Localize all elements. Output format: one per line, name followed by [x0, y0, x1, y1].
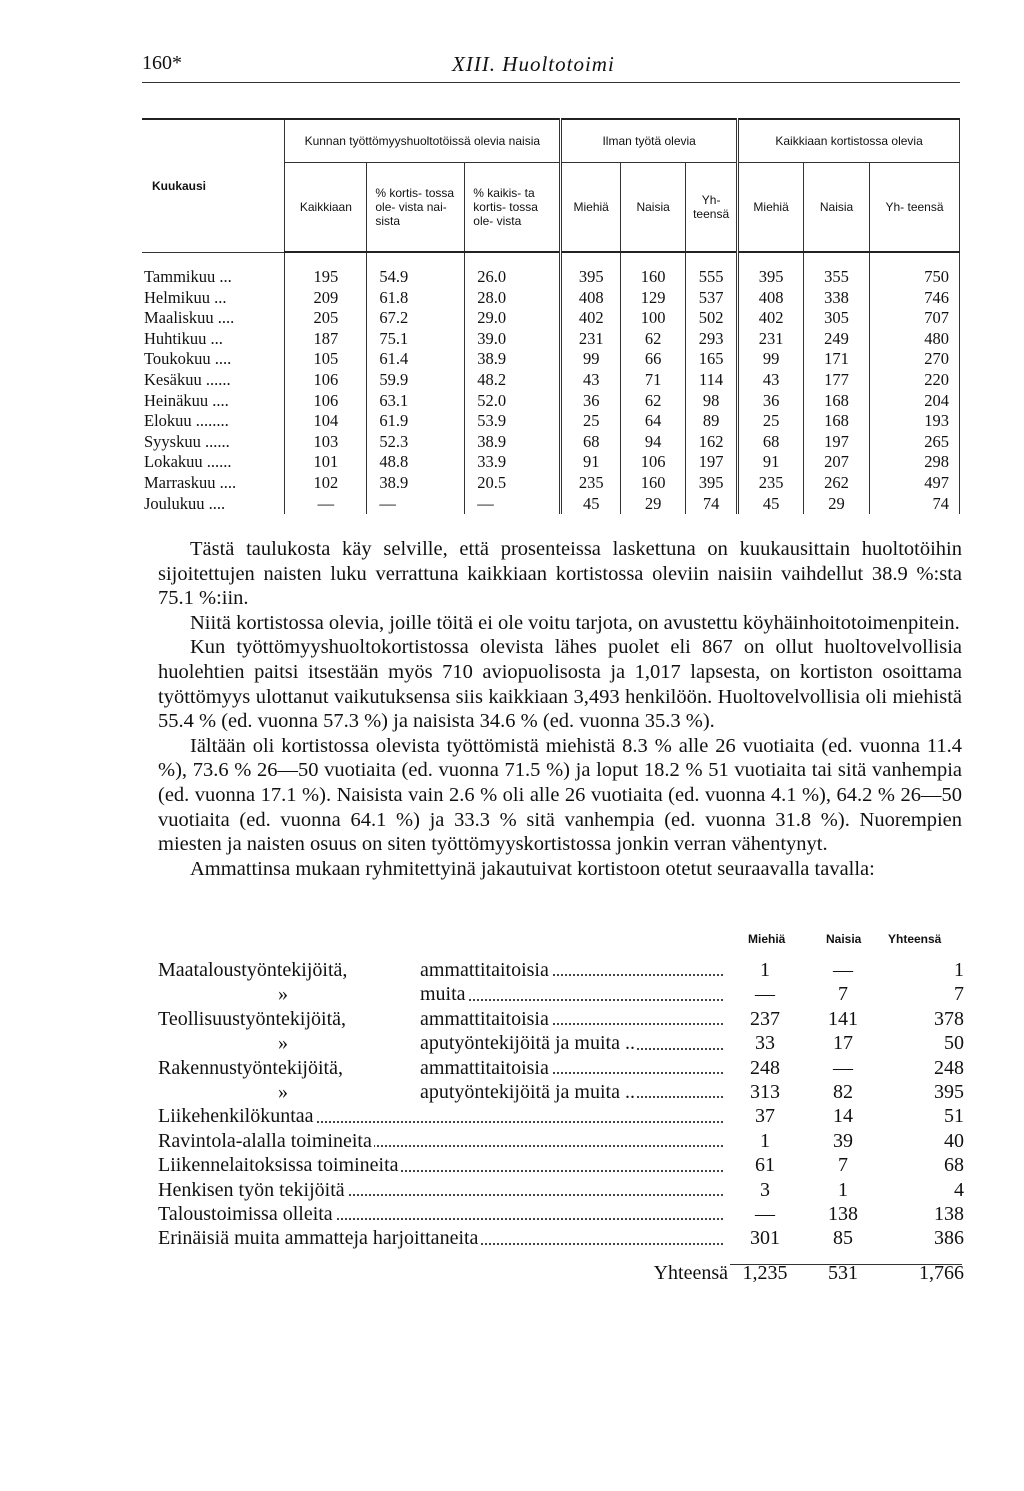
- value-cell: 313: [750, 1080, 780, 1103]
- value-cell: 38.9: [367, 473, 465, 494]
- value-cell: —: [755, 1202, 775, 1225]
- value-cell: 63.1: [367, 391, 465, 412]
- value-cell: 177: [804, 370, 870, 391]
- value-cell: 36: [738, 391, 804, 412]
- sub-header-men: Miehiä: [738, 163, 804, 253]
- occupation-label: [158, 1031, 723, 1055]
- value-cell: 129: [621, 288, 686, 309]
- value-cell: 395: [738, 252, 804, 288]
- value-cell: 25: [561, 411, 621, 432]
- value-cell: 33: [755, 1032, 775, 1055]
- table-row: [142, 288, 960, 309]
- paragraph: Iältään oli kortistossa olevista työttömistä miehistä 8.3 % alle 26 vuotiaita (ed. vuonna 11.4 %), 73.6 % 26—50 vuotiaita (ed. vuonna 71.5 %) ja loput 18.2 % 51 vuotiaita tai sitä vanhempia (ed. vuonna 17.1 %). Naisista vain 2.6 % oli alle 26 vuotiaita (ed. vuonna 4.1 %), 64.2 % 26—50 vuotiaita (ed. vuonna 64.1 %) ja 33.3 % sitä vanhempia (ed. vuonna 31.8 %). Nuorempien miesten ja naisten osuus on siten työttömyyskortistossa jonkin verran vähentynyt.: [158, 734, 962, 856]
- value-cell: 71: [621, 370, 686, 391]
- sub-header-men: Miehiä: [561, 163, 621, 253]
- sub-header-total: Kaikkiaan: [285, 163, 367, 253]
- value-cell: —: [367, 494, 465, 515]
- value-cell: 265: [870, 432, 960, 453]
- occupation-label: [158, 1056, 723, 1080]
- value-cell: 195: [285, 252, 367, 288]
- value-cell: 51: [944, 1105, 964, 1128]
- value-cell: 750: [870, 252, 960, 288]
- occupation-label-text: [158, 982, 468, 1006]
- value-cell: 17: [833, 1032, 853, 1055]
- page-number: 160*: [142, 52, 182, 74]
- value-cell: 187: [285, 329, 367, 350]
- group-header-unemployed: Ilman työtä olevia: [561, 119, 738, 163]
- value-cell: 378: [934, 1007, 964, 1030]
- month-cell: Tammikuu ...: [142, 252, 285, 288]
- value-cell: 85: [833, 1227, 853, 1250]
- value-cell: 67.2: [367, 308, 465, 329]
- value-cell: 746: [870, 288, 960, 309]
- occupation-label-text: [158, 1031, 637, 1055]
- value-cell: 48.8: [367, 452, 465, 473]
- list-item: [158, 1153, 962, 1177]
- value-cell: 25: [738, 411, 804, 432]
- value-cell: 102: [285, 473, 367, 494]
- paragraph: Kun työttömyyshuoltokortistossa olevista lähes puolet eli 867 on ollut huoltovelvollisia huolehtien paitsi itsestään myös 710 aviopuolisosta ja 1,017 lapsesta, on kortiston osoittama työttömyys ulottanut vaikutuksensa siis kaikkiaan 3,493 henkilöön. Huoltovelvollisia oli miehistä 55.4 % (ed. vuonna 57.3 %) ja naisista 34.6 % (ed. vuonna 35.3 %).: [158, 636, 962, 733]
- value-cell: 165: [686, 349, 738, 370]
- total-value: 1,766: [919, 1261, 964, 1284]
- value-cell: 33.9: [465, 452, 561, 473]
- occupation-label-text: [158, 1226, 480, 1250]
- value-cell: 40: [944, 1129, 964, 1152]
- value-cell: 75.1: [367, 329, 465, 350]
- month-cell: Syyskuu ......: [142, 432, 285, 453]
- value-cell: 68: [561, 432, 621, 453]
- value-cell: 141: [828, 1007, 858, 1030]
- occupation-group: »: [278, 1032, 288, 1055]
- month-cell: Helmikuu ...: [142, 288, 285, 309]
- value-cell: 395: [561, 252, 621, 288]
- value-cell: 74: [870, 494, 960, 515]
- occupation-label: [158, 1007, 723, 1031]
- value-cell: 402: [738, 308, 804, 329]
- value-cell: 207: [804, 452, 870, 473]
- value-cell: 160: [621, 473, 686, 494]
- value-cell: 231: [738, 329, 804, 350]
- value-cell: —: [285, 494, 367, 515]
- value-cell: 197: [686, 452, 738, 473]
- sub-header-pct-all: % kaikis- ta kortis- tossa ole- vista: [465, 163, 561, 253]
- total-value: 1,235: [742, 1261, 788, 1284]
- value-cell: 262: [804, 473, 870, 494]
- value-cell: 66: [621, 349, 686, 370]
- value-cell: 114: [686, 370, 738, 391]
- value-cell: 707: [870, 308, 960, 329]
- value-cell: 103: [285, 432, 367, 453]
- value-cell: 52.0: [465, 391, 561, 412]
- value-cell: 162: [686, 432, 738, 453]
- value-cell: 98: [686, 391, 738, 412]
- value-cell: 497: [870, 473, 960, 494]
- list-item: [158, 1129, 962, 1153]
- value-cell: 1: [838, 1178, 848, 1201]
- month-cell: Lokakuu ......: [142, 452, 285, 473]
- value-cell: 301: [750, 1227, 780, 1250]
- sub-header-pct-women: % kortis- tossa ole- vista nai- sista: [367, 163, 465, 253]
- value-cell: 59.9: [367, 370, 465, 391]
- occupation-label: [158, 1226, 723, 1250]
- total-rule: [730, 1264, 962, 1265]
- value-cell: 235: [738, 473, 804, 494]
- col-month-header: Kuukausi: [142, 119, 285, 252]
- list-item: [158, 1202, 962, 1226]
- value-cell: 537: [686, 288, 738, 309]
- occupation-label: [158, 1129, 723, 1153]
- value-cell: 29: [621, 494, 686, 515]
- list-item: [158, 1031, 962, 1055]
- occupation-table: [158, 958, 962, 1285]
- value-cell: 29: [804, 494, 870, 515]
- list-item: [158, 1007, 962, 1031]
- value-cell: 106: [621, 452, 686, 473]
- value-cell: 99: [738, 349, 804, 370]
- value-cell: 52.3: [367, 432, 465, 453]
- table-row: [142, 252, 960, 288]
- value-cell: 39.0: [465, 329, 561, 350]
- month-cell: Elokuu ........: [142, 411, 285, 432]
- list-item: [158, 982, 962, 1006]
- value-cell: 402: [561, 308, 621, 329]
- value-cell: 248: [934, 1056, 964, 1079]
- value-cell: 209: [285, 288, 367, 309]
- value-cell: 408: [561, 288, 621, 309]
- occupation-label-text: [158, 1202, 335, 1226]
- value-cell: 171: [804, 349, 870, 370]
- value-cell: 248: [750, 1056, 780, 1079]
- table-row: [142, 473, 960, 494]
- value-cell: 36: [561, 391, 621, 412]
- value-cell: 231: [561, 329, 621, 350]
- occupation-sub: aputyöntekijöitä ja muita ..: [420, 1080, 635, 1103]
- month-cell: Marraskuu ....: [142, 473, 285, 494]
- value-cell: 7: [954, 983, 964, 1006]
- value-cell: 298: [870, 452, 960, 473]
- table-row: [142, 329, 960, 350]
- body-text: [158, 537, 962, 881]
- value-cell: 270: [870, 349, 960, 370]
- value-cell: 3: [760, 1178, 770, 1201]
- occ-col-total-header: Yhteensä: [888, 932, 942, 946]
- value-cell: 39: [833, 1129, 853, 1152]
- value-cell: —: [465, 494, 561, 515]
- value-cell: 20.5: [465, 473, 561, 494]
- month-cell: Huhtikuu ...: [142, 329, 285, 350]
- value-cell: 105: [285, 349, 367, 370]
- occupation-label: [158, 982, 723, 1006]
- occupation-sub: aputyöntekijöitä ja muita ..: [420, 1032, 635, 1055]
- occupation-group: »: [278, 983, 288, 1006]
- value-cell: 502: [686, 308, 738, 329]
- occ-col-women-header: Naisia: [826, 932, 862, 946]
- occupation-label-text: [158, 1007, 551, 1031]
- occupation-label-text: [158, 1104, 316, 1128]
- occupation-label: [158, 1080, 723, 1104]
- occupation-sub: muita: [420, 983, 466, 1006]
- value-cell: 61.8: [367, 288, 465, 309]
- value-cell: —: [755, 983, 775, 1006]
- value-cell: 1: [954, 959, 964, 981]
- value-cell: 106: [285, 370, 367, 391]
- value-cell: 197: [804, 432, 870, 453]
- value-cell: 386: [934, 1227, 964, 1250]
- value-cell: 45: [561, 494, 621, 515]
- value-cell: 99: [561, 349, 621, 370]
- value-cell: 61.4: [367, 349, 465, 370]
- value-cell: 28.0: [465, 288, 561, 309]
- value-cell: 7: [838, 1154, 848, 1177]
- value-cell: 408: [738, 288, 804, 309]
- occupation-group: Erinäisiä muita ammatteja harjoittaneita: [158, 1227, 479, 1250]
- value-cell: 160: [621, 252, 686, 288]
- value-cell: 220: [870, 370, 960, 391]
- value-cell: 235: [561, 473, 621, 494]
- value-cell: 61.9: [367, 411, 465, 432]
- value-cell: 64: [621, 411, 686, 432]
- value-cell: 305: [804, 308, 870, 329]
- value-cell: 74: [686, 494, 738, 515]
- value-cell: 91: [561, 452, 621, 473]
- occupation-sub: ammattitaitoisia: [420, 1007, 549, 1030]
- value-cell: 249: [804, 329, 870, 350]
- value-cell: 193: [870, 411, 960, 432]
- table-row: [142, 452, 960, 473]
- value-cell: 4: [954, 1178, 964, 1201]
- value-cell: 37: [755, 1105, 775, 1128]
- list-item: [158, 1178, 962, 1202]
- occupation-label: [158, 958, 723, 982]
- occupation-label: [158, 1153, 723, 1177]
- list-item: [158, 1080, 962, 1104]
- sub-header-women: Naisia: [621, 163, 686, 253]
- month-cell: Maaliskuu ....: [142, 308, 285, 329]
- value-cell: 68: [944, 1154, 964, 1177]
- value-cell: 26.0: [465, 252, 561, 288]
- total-value: 531: [828, 1261, 858, 1284]
- occupation-label-text: [158, 1178, 347, 1202]
- occupation-group: Ravintola-alalla toimineita: [158, 1129, 372, 1152]
- value-cell: 62: [621, 391, 686, 412]
- value-cell: 45: [738, 494, 804, 515]
- table-row: [142, 391, 960, 412]
- value-cell: 82: [833, 1080, 853, 1103]
- table-row: [142, 308, 960, 329]
- value-cell: 50: [944, 1032, 964, 1055]
- value-cell: 293: [686, 329, 738, 350]
- occupation-group: Liikennelaitoksissa toimineita: [158, 1154, 399, 1177]
- month-cell: Joulukuu ....: [142, 494, 285, 515]
- value-cell: 43: [738, 370, 804, 391]
- group-header-registered: Kaikkiaan kortistossa olevia: [738, 119, 960, 163]
- sub-header-women: Naisia: [804, 163, 870, 253]
- value-cell: 38.9: [465, 349, 561, 370]
- value-cell: 7: [838, 983, 848, 1006]
- value-cell: 395: [934, 1080, 964, 1103]
- occupation-label-text: [158, 1153, 401, 1177]
- value-cell: —: [833, 1056, 853, 1079]
- occupation-group: Teollisuustyöntekijöitä,: [158, 1007, 347, 1030]
- value-cell: 204: [870, 391, 960, 412]
- occupation-label: [158, 1202, 723, 1226]
- value-cell: 100: [621, 308, 686, 329]
- value-cell: 104: [285, 411, 367, 432]
- value-cell: 38.9: [465, 432, 561, 453]
- sub-header-sum: Yh- teensä: [686, 163, 738, 253]
- occupation-group: Taloustoimissa olleita: [158, 1202, 333, 1225]
- occupation-label: [158, 1178, 723, 1202]
- value-cell: 106: [285, 391, 367, 412]
- paragraph: Ammattinsa mukaan ryhmitettyinä jakautuivat kortistoon otetut seuraavalla tavalla:: [190, 857, 875, 880]
- page-header: [142, 52, 960, 83]
- value-cell: 53.9: [465, 411, 561, 432]
- occupation-label-text: [158, 1080, 637, 1104]
- value-cell: 29.0: [465, 308, 561, 329]
- list-item: [158, 1056, 962, 1080]
- list-item: [158, 1104, 962, 1128]
- value-cell: 89: [686, 411, 738, 432]
- value-cell: 14: [833, 1105, 853, 1128]
- value-cell: —: [833, 959, 853, 981]
- value-cell: 138: [828, 1202, 858, 1225]
- value-cell: 338: [804, 288, 870, 309]
- group-header-municipal: Kunnan työttömyyshuoltotöissä olevia naisia: [285, 119, 561, 163]
- value-cell: 355: [804, 252, 870, 288]
- value-cell: 61: [755, 1154, 775, 1177]
- table-row: [142, 494, 960, 515]
- month-cell: Kesäkuu ......: [142, 370, 285, 391]
- total-label: Yhteensä: [653, 1261, 728, 1284]
- occupation-group: Henkisen työn tekijöitä: [158, 1178, 345, 1201]
- value-cell: 91: [738, 452, 804, 473]
- occupation-group: Liikehenkilökuntaa: [158, 1105, 314, 1128]
- table-row: [142, 349, 960, 370]
- occupation-label-text: [158, 1056, 551, 1080]
- value-cell: 101: [285, 452, 367, 473]
- occupation-label-text: [158, 1129, 374, 1153]
- occupation-sub: ammattitaitoisia: [420, 1056, 549, 1079]
- value-cell: 168: [804, 391, 870, 412]
- value-cell: 138: [934, 1202, 964, 1225]
- paragraph: Tästä taulukosta käy selville, että prosenteissa laskettuna on kuukausittain huoltotöihin sijoitettujen naisten luku verrattuna kaikkiaan kortistossa oleviin naisiin vaihdellut 38.9 %:sta 75.1 %:iin.: [158, 538, 962, 610]
- value-cell: 54.9: [367, 252, 465, 288]
- value-cell: 43: [561, 370, 621, 391]
- value-cell: 168: [804, 411, 870, 432]
- list-item: [158, 1226, 962, 1250]
- month-cell: Heinäkuu ....: [142, 391, 285, 412]
- value-cell: 480: [870, 329, 960, 350]
- value-cell: 62: [621, 329, 686, 350]
- occupation-group: »: [278, 1080, 288, 1103]
- occupation-label: [158, 1104, 723, 1128]
- table-row: [142, 432, 960, 453]
- value-cell: 395: [686, 473, 738, 494]
- value-cell: 1: [760, 1129, 770, 1152]
- occupation-sub: ammattitaitoisia: [420, 959, 549, 981]
- table-row: [142, 370, 960, 391]
- occ-col-men-header: Miehiä: [748, 932, 786, 946]
- value-cell: 237: [750, 1007, 780, 1030]
- value-cell: 1: [760, 959, 770, 981]
- paragraph: Niitä kortistossa olevia, joille töitä ei ole voitu tarjota, on avustettu köyhäinhoitotoimenpitein.: [190, 611, 960, 634]
- month-cell: Toukokuu ....: [142, 349, 285, 370]
- value-cell: 555: [686, 252, 738, 288]
- value-cell: 205: [285, 308, 367, 329]
- occupation-group: Rakennustyöntekijöitä,: [158, 1056, 343, 1079]
- list-item: [158, 958, 962, 982]
- occupation-group: Maataloustyöntekijöitä,: [158, 959, 348, 981]
- value-cell: 48.2: [465, 370, 561, 391]
- running-title: XIII. Huoltotoimi: [452, 52, 615, 76]
- sub-header-sum: Yh- teensä: [870, 163, 960, 253]
- table-row: [142, 411, 960, 432]
- monthly-table: [142, 118, 960, 514]
- occupation-label-text: [158, 958, 551, 982]
- value-cell: 68: [738, 432, 804, 453]
- value-cell: 94: [621, 432, 686, 453]
